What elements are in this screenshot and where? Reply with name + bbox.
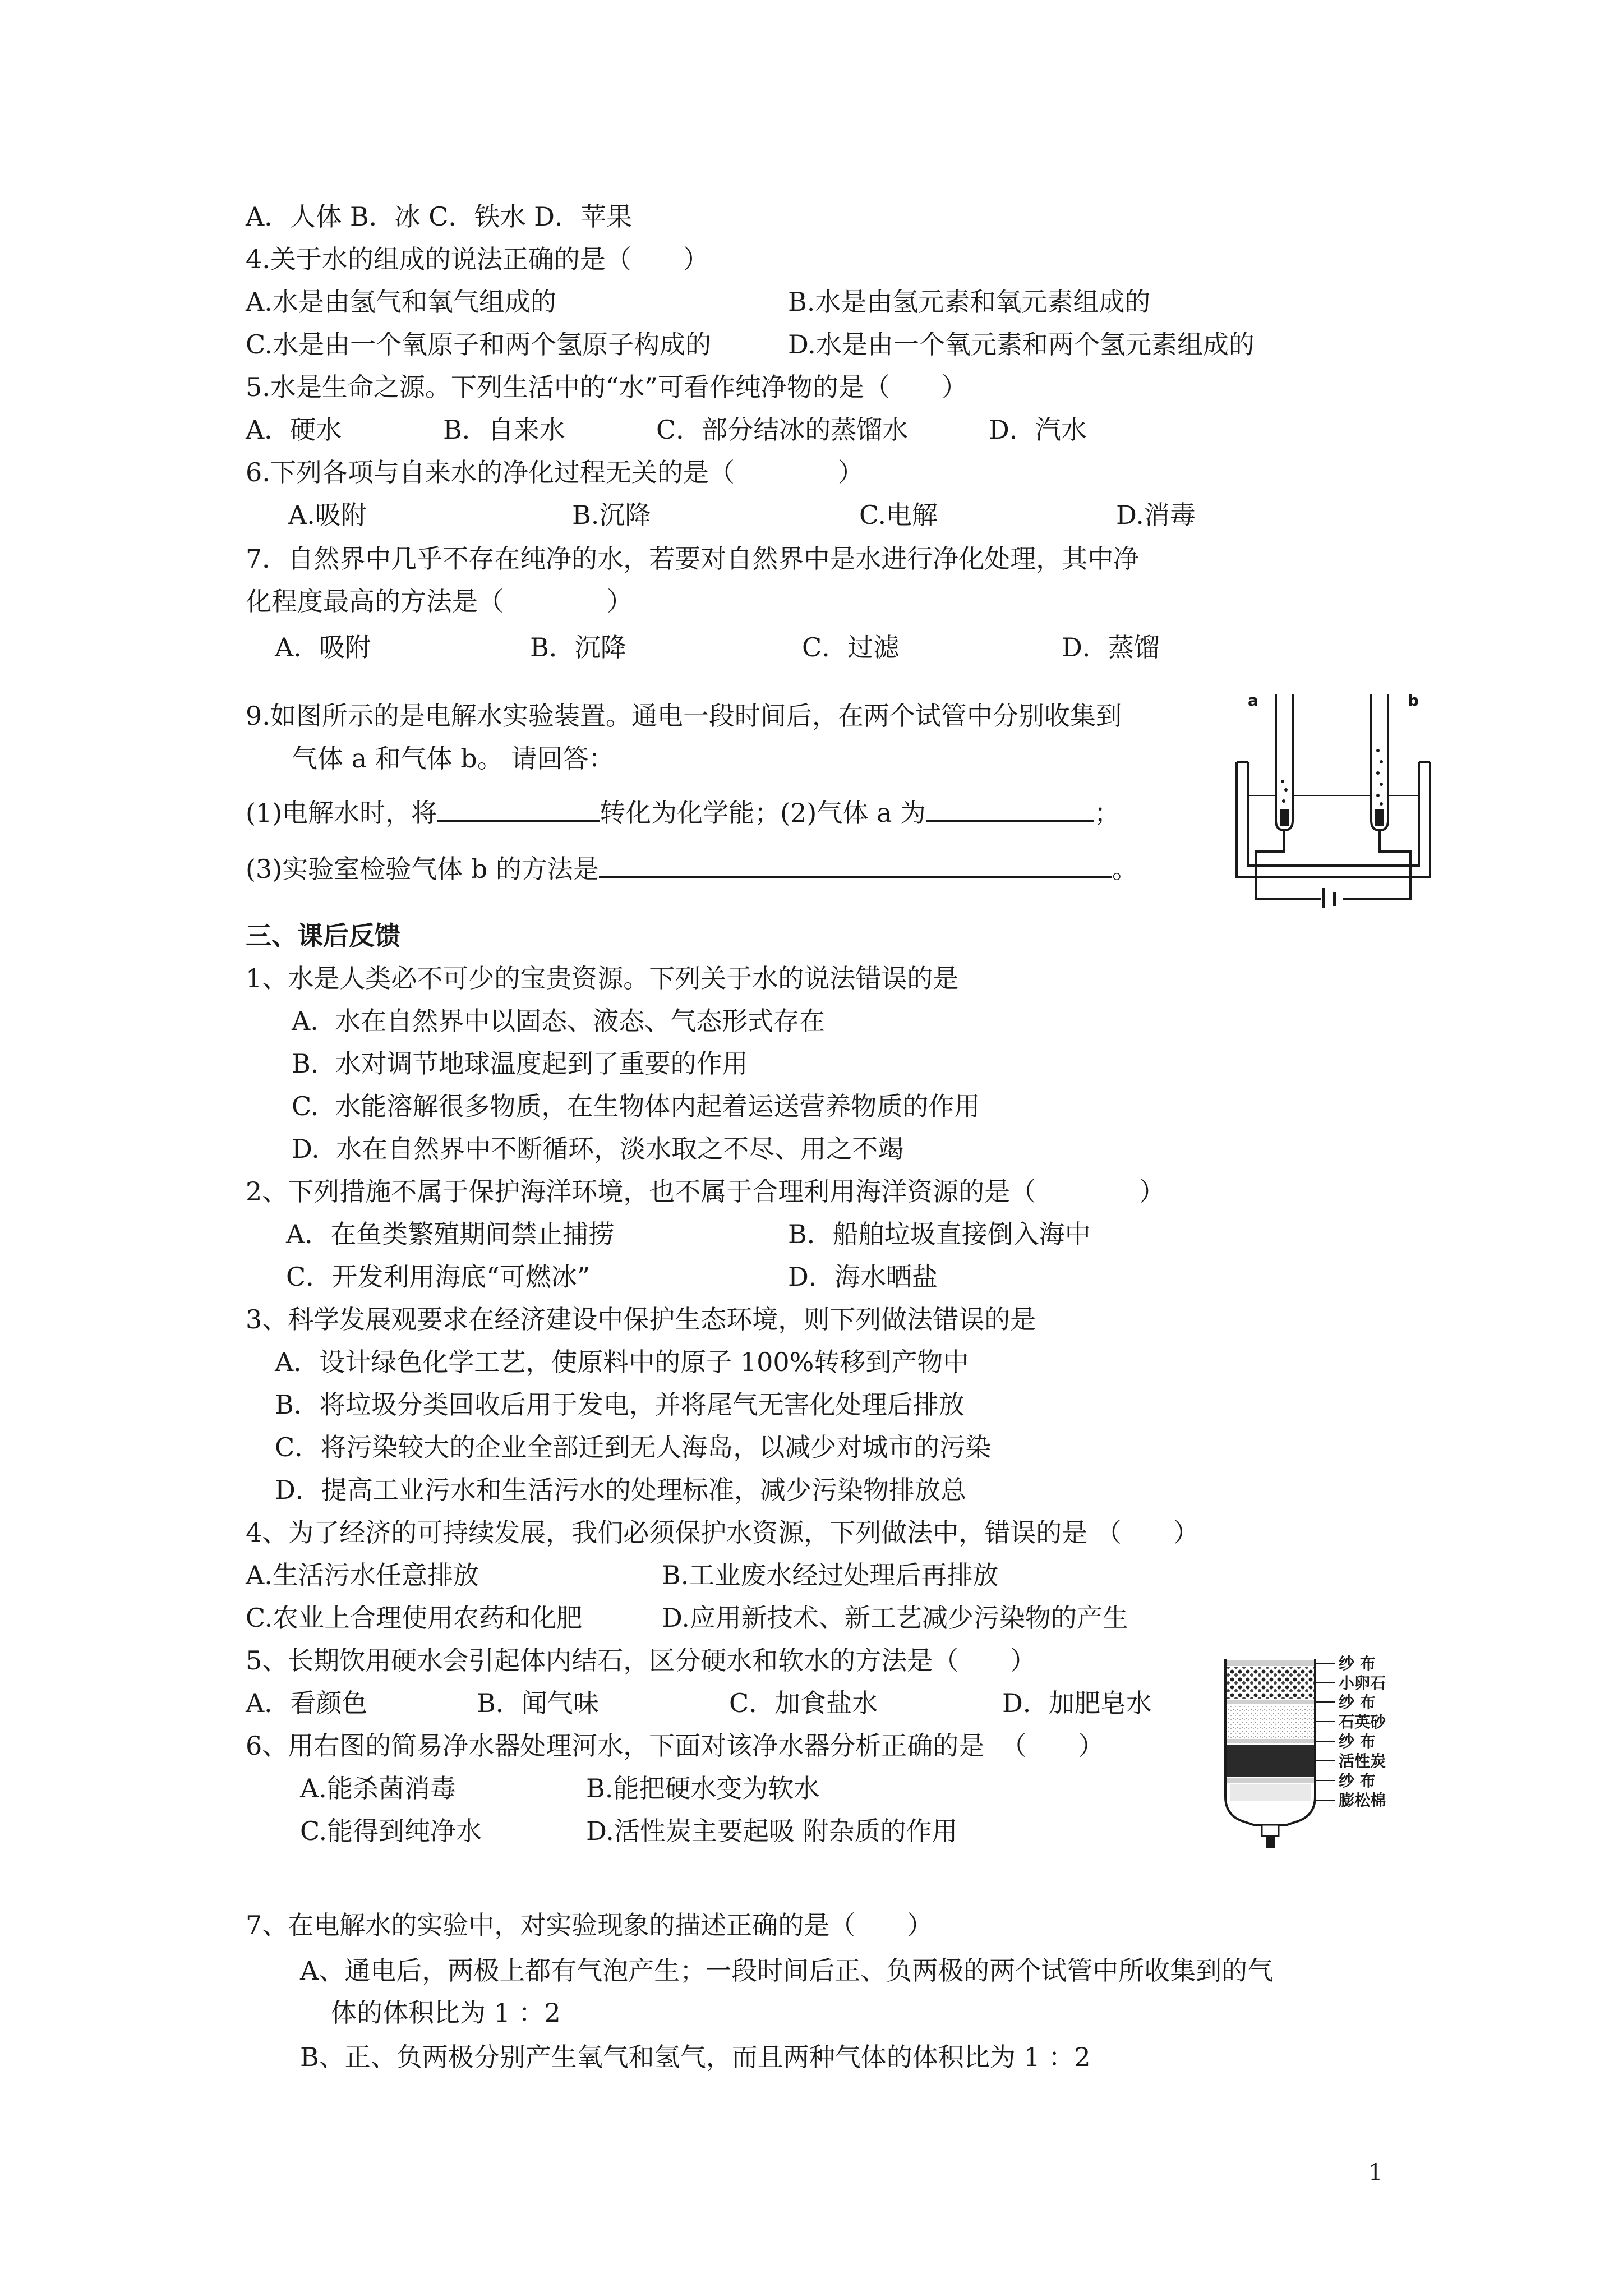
fb-q7-option-a-line1: A、通电后，两极上都有气泡产生；一段时间后正、负两极的两个试管中所收集到的气 — [300, 1955, 1274, 1986]
q6-stem: 6.下列各项与自来水的净化过程无关的是（ ） — [246, 457, 864, 487]
answer-blank-test-method[interactable] — [599, 850, 1112, 878]
q9-stem-line2: 气体 a 和气体 b。 请回答： — [292, 743, 615, 774]
q9-sub3-end: 。 — [1112, 854, 1138, 884]
filter-label-7: 纱 布 — [1339, 1772, 1376, 1790]
filter-label-3: 纱 布 — [1339, 1693, 1376, 1711]
fb-q7-option-b: B、正、负两极分别产生氧气和氢气，而且两种气体的体积比为 1 ：2 — [300, 2042, 1091, 2072]
q9-sub3-label: (3)实验室检验气体 b 的方法是 — [246, 854, 599, 884]
filter-label-6: 活性炭 — [1339, 1752, 1386, 1770]
q4-option-b: B.水是由氢元素和氧元素组成的 — [788, 287, 1151, 317]
q9-sub2-end: ； — [1094, 798, 1120, 828]
q4-option-a: A.水是由氢气和氧气组成的 — [246, 287, 556, 317]
q9-sub1 — [246, 794, 1120, 830]
q6-option-c: C.电解 — [859, 500, 938, 530]
answer-blank-gas-a[interactable] — [926, 794, 1094, 822]
fb-q2-option-c: C．开发利用海底“可燃冰” — [286, 1262, 591, 1292]
q7-option-b: B．沉降 — [530, 632, 626, 662]
q7-option-d: D．蒸馏 — [1062, 632, 1160, 662]
fb-q3-option-c: C．将污染较大的企业全部迁到无人海岛，以减少对城市的污染 — [275, 1432, 992, 1462]
q9-sub2-label: 转化为化学能；(2)气体 a 为 — [600, 798, 926, 828]
fb-q7-option-a-line2: 体的体积比为 1 ：2 — [331, 1998, 561, 2028]
fb-q6-option-d: D.活性炭主要起吸 附杂质的作用 — [586, 1816, 958, 1846]
q4-option-d: D.水是由一个氧元素和两个氢元素组成的 — [788, 329, 1255, 360]
q5-option-a: A．硬水 — [246, 415, 342, 445]
filter-label-1: 纱 布 — [1339, 1654, 1376, 1673]
figure-label-b: b — [1408, 691, 1419, 710]
fb-q4-option-c: C.农业上合理使用农药和化肥 — [246, 1603, 583, 1633]
fb-q4-option-d: D.应用新技术、新工艺减少污染物的产生 — [662, 1603, 1128, 1633]
fb-q2-stem: 2、下列措施不属于保护海洋环境，也不属于合理利用海洋资源的是（ ） — [246, 1176, 1165, 1207]
q3-options: A．人体 B．冰 C．铁水 D．苹果 — [246, 201, 632, 232]
water-filter-figure — [1214, 1654, 1450, 1850]
fb-q4-stem: 4、为了经济的可持续发展，我们必须保护水资源，下列做法中，错误的是 （ ） — [246, 1517, 1199, 1548]
fb-q6-option-c: C.能得到纯净水 — [300, 1816, 482, 1846]
fb-q5-option-d: D．加肥皂水 — [1002, 1688, 1152, 1718]
q6-option-a: A.吸附 — [288, 500, 367, 530]
q5-option-c: C．部分结冰的蒸馏水 — [656, 415, 909, 445]
fb-q5-stem: 5、长期饮用硬水会引起体内结石，区分硬水和软水的方法是（ ） — [246, 1645, 1036, 1676]
fb-q4-option-b: B.工业废水经过处理后再排放 — [662, 1560, 999, 1590]
fb-q2-option-d: D．海水晒盐 — [788, 1262, 938, 1292]
figure-label-a: a — [1248, 691, 1258, 710]
q6-option-b: B.沉降 — [572, 500, 651, 530]
answer-blank-energy[interactable] — [437, 794, 600, 822]
section-heading-feedback: 三、课后反馈 — [246, 921, 400, 951]
fb-q3-option-d: D．提高工业污水和生活污水的处理标准，减少污染物排放总 — [275, 1475, 966, 1505]
fb-q3-option-a: A．设计绿色化学工艺，使原料中的原子 100%转移到产物中 — [275, 1347, 969, 1377]
fb-q3-option-b: B．将垃圾分类回收后用于发电，并将尾气无害化处理后排放 — [275, 1389, 965, 1420]
electrolysis-apparatus-figure — [1231, 683, 1455, 908]
q9-sub3 — [246, 850, 1138, 886]
fb-q1-option-d: D. 水在自然界中不断循环，淡水取之不尽、用之不竭 — [292, 1134, 904, 1164]
fb-q2-option-b: B．船舶垃圾直接倒入海中 — [788, 1219, 1091, 1249]
q4-option-c: C.水是由一个氧原子和两个氢原子构成的 — [246, 329, 712, 360]
page-number: 1 — [1368, 2160, 1383, 2185]
filter-label-2: 小卵石 — [1339, 1674, 1386, 1692]
q9-sub1-label: (1)电解水时，将 — [246, 798, 437, 828]
fb-q6-option-a: A.能杀菌消毒 — [300, 1773, 456, 1803]
fb-q1-option-c: C. 水能溶解很多物质，在生物体内起着运送营养物质的作用 — [292, 1091, 980, 1121]
fb-q5-option-a: A．看颜色 — [246, 1688, 368, 1718]
fb-q1-option-a: A. 水在自然界中以固态、液态、气态形式存在 — [292, 1006, 826, 1036]
fb-q7-stem: 7、在电解水的实验中，对实验现象的描述正确的是（ ） — [246, 1910, 933, 1940]
q6-option-d: D.消毒 — [1116, 500, 1196, 530]
filter-label-4: 石英砂 — [1339, 1713, 1386, 1731]
q4-stem: 4.关于水的组成的说法正确的是（ ） — [246, 244, 709, 274]
fb-q5-option-b: B．闻气味 — [477, 1688, 599, 1718]
q7-stem-line1: 7．自然界中几乎不存在纯净的水，若要对自然界中是水进行净化处理，其中净 — [246, 544, 1140, 574]
fb-q1-option-b: B. 水对调节地球温度起到了重要的作用 — [292, 1048, 748, 1079]
filter-label-5: 纱 布 — [1339, 1732, 1376, 1751]
q5-option-d: D．汽水 — [989, 415, 1087, 445]
fb-q1-stem: 1、水是人类必不可少的宝贵资源。下列关于水的说法错误的是 — [246, 963, 959, 993]
fb-q6-stem: 6、用右图的简易净水器处理河水，下面对该净水器分析正确的是 （ ） — [246, 1731, 1104, 1761]
q5-option-b: B．自来水 — [443, 415, 565, 445]
q7-option-a: A．吸附 — [275, 632, 371, 662]
q7-stem-line2: 化程度最高的方法是（ ） — [246, 586, 633, 616]
q9-stem-line1: 9.如图所示的是电解水实验装置。通电一段时间后，在两个试管中分别收集到 — [246, 701, 1122, 731]
q7-option-c: C．过滤 — [802, 632, 900, 662]
fb-q3-stem: 3、科学发展观要求在经济建设中保护生态环境，则下列做法错误的是 — [246, 1304, 1036, 1335]
fb-q4-option-a: A.生活污水任意排放 — [246, 1560, 479, 1590]
fb-q5-option-c: C．加食盐水 — [729, 1688, 878, 1718]
fb-q6-option-b: B.能把硬水变为软水 — [586, 1773, 820, 1803]
fb-q2-option-a: A．在鱼类繁殖期间禁止捕捞 — [286, 1219, 615, 1249]
q5-stem: 5.水是生命之源。下列生活中的“水”可看作纯净物的是（ ） — [246, 372, 967, 402]
filter-label-8: 膨松棉 — [1339, 1791, 1386, 1810]
